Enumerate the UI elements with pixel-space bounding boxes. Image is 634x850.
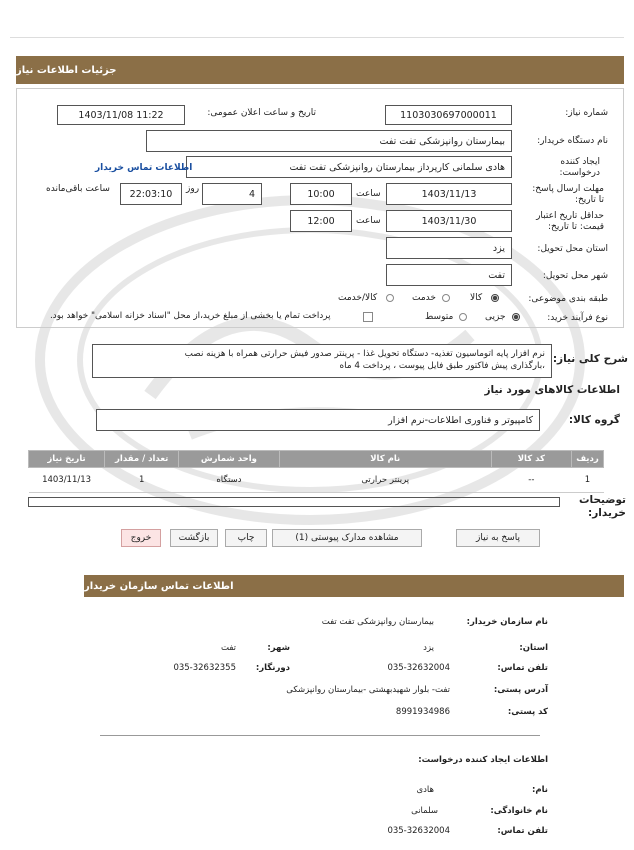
goods-group-label: گروه کالا: (568, 414, 620, 426)
cell-code: -- (491, 468, 571, 493)
validity-date-field: 1403/11/30 (386, 210, 512, 232)
cell-row: 1 (571, 468, 603, 493)
reply-button[interactable]: پاسخ به نیاز (456, 529, 540, 547)
creator-name-value: هادی (416, 785, 434, 795)
announce-date-label: تاریخ و ساعت اعلان عمومی: (207, 108, 316, 118)
creator-label: ایجاد کننده درخواست: (559, 157, 600, 178)
contact-address-value: تفت- بلوار شهیدبهشتی -بیمارستان روانپزشکی (286, 685, 450, 695)
announce-date-field: 1403/11/08 11:22 (57, 105, 185, 125)
treasury-payment-checkbox[interactable] (363, 312, 373, 322)
goods-table-wrapper (28, 450, 604, 493)
category-option-service: خدمت (412, 293, 436, 303)
summary-label: شرح کلی نیاز: (552, 353, 628, 365)
summary-line-2: ،بارگذاری پیش فاکتور طبق فایل پیوست ، پرداخت 4 ماه (339, 361, 545, 371)
purchase-option-minor: جزیی (485, 312, 506, 322)
creator-field: هادی سلمانی کارپرداز بیمارستان روانپزشکی تفت تفت (186, 156, 512, 178)
cell-name: پرینتر حرارتی (279, 468, 491, 493)
contact-phone-key: تلفن تماس: (497, 663, 548, 673)
purchase-type-label: نوع فرآیند خرید: (547, 313, 608, 323)
cell-qty: 1 (105, 468, 179, 493)
summary-box (92, 344, 552, 378)
remaining-days-field (202, 183, 262, 205)
page-header: جزئیات اطلاعات نیاز (16, 56, 624, 84)
need-number-field: 1103030697000011 (385, 105, 512, 125)
deadline-label: مهلت ارسال پاسخ: تا تاریخ: (532, 184, 604, 205)
purchase-radio-minor[interactable] (512, 313, 520, 321)
category-radio-service[interactable] (442, 294, 450, 302)
buyer-label: نام دستگاه خریدار: (537, 136, 608, 146)
contact-postal-key: کد پستی: (507, 707, 548, 717)
category-radio-both[interactable] (386, 294, 394, 302)
province-field: یزد (386, 237, 512, 259)
col-code: کد کالا (491, 451, 571, 468)
need-number-label: شماره نیاز: (565, 108, 608, 118)
category-radio-goods[interactable] (491, 294, 499, 302)
category-option-goods: کالا (470, 293, 483, 303)
category-option-both: کالا/خدمت (338, 293, 378, 303)
city-label: شهر محل تحویل: (542, 271, 608, 281)
remaining-time-label: ساعت باقی‌مانده (46, 184, 110, 194)
purchase-radio-medium[interactable] (459, 313, 467, 321)
exit-button[interactable]: خروج (121, 529, 161, 547)
category-label: طبقه بندی موضوعی: (528, 294, 608, 304)
buyer-contact-link[interactable]: اطلاعات تماس خریدار (95, 163, 193, 173)
contact-city-value: تفت (220, 643, 236, 653)
col-unit: واحد شمارش (179, 451, 279, 468)
creator-family-key: نام خانوادگی: (490, 806, 548, 816)
print-button[interactable]: چاپ (225, 529, 267, 547)
deadline-time-field: 10:00 (290, 183, 352, 205)
org-name-key: نام سازمان خریدار: (466, 617, 548, 627)
creator-family-value: سلمانی (411, 806, 438, 816)
contact-divider (100, 735, 540, 736)
table-row (29, 468, 604, 493)
contact-address-key: آدرس پستی: (493, 685, 548, 695)
col-date: تاریخ نیاز (29, 451, 105, 468)
city-field: تفت (386, 264, 512, 286)
remaining-days-label: روز (186, 184, 200, 194)
col-row: ردیف (571, 451, 603, 468)
creator-name-key: نام: (531, 785, 548, 795)
org-name-value: بیمارستان روانپزشکی تفت تفت (321, 617, 434, 627)
creator-phone-value: 035-32632004 (387, 826, 450, 836)
treasury-payment-note: پرداخت تمام یا بخشی از مبلغ خرید،از محل "اسناد خزانه اسلامی" خواهد بود. (50, 311, 331, 321)
cell-date: 1403/11/13 (29, 468, 105, 493)
goods-table (28, 450, 604, 493)
col-count: تعداد / مقدار (105, 451, 179, 468)
contact-fax-key: دورنگار: (255, 663, 290, 673)
back-button[interactable]: بازگشت (170, 529, 218, 547)
buyer-notes-field (28, 497, 560, 507)
view-attachments-button[interactable]: مشاهده مدارک پیوستی (1) (272, 529, 422, 547)
contact-province-key: استان: (519, 643, 548, 653)
contact-province-value: یزد (423, 643, 434, 653)
goods-table-header (29, 451, 604, 468)
deadline-date-field: 1403/11/13 (386, 183, 512, 205)
col-name: نام کالا (279, 451, 491, 468)
top-divider (10, 37, 624, 38)
creator-phone-key: تلفن تماس: (497, 826, 548, 836)
goods-section-title: اطلاعات کالاهای مورد نیاز (484, 384, 620, 396)
contact-city-key: شهر: (267, 643, 290, 653)
buyer-field: بیمارستان روانپزشکی تفت تفت (146, 130, 512, 152)
creator-info-title: اطلاعات ایجاد کننده درخواست: (418, 755, 548, 765)
remaining-days-value: 4 (249, 188, 256, 200)
purchase-option-medium: متوسط (425, 312, 454, 322)
contact-phone-value: 035-32632004 (387, 663, 450, 673)
remaining-time-field: 22:03:10 (120, 183, 182, 205)
province-label: استان محل تحویل: (537, 244, 608, 254)
validity-time-label: ساعت (356, 216, 381, 226)
buyer-notes-label: توضیحات خریدار: (578, 494, 626, 519)
cell-unit: دستگاه (179, 468, 279, 493)
summary-line-1: نرم افزار پایه اتوماسیون تغذیه- دستگاه تحویل غذا - پرینتر صدور فیش حرارتی همراه با هزینه نصب (184, 349, 545, 359)
validity-label: حداقل تاریخ اعتبار قیمت: تا تاریخ: (536, 211, 604, 232)
goods-group-field: کامپیوتر و فناوری اطلاعات-نرم افزار (96, 409, 540, 431)
validity-time-field: 12:00 (290, 210, 352, 232)
deadline-time-label: ساعت (356, 189, 381, 199)
contact-section-header: اطلاعات تماس سازمان خریدار (84, 575, 624, 597)
contact-postal-value: 8991934986 (395, 707, 450, 717)
contact-fax-value: 035-32632355 (173, 663, 236, 673)
